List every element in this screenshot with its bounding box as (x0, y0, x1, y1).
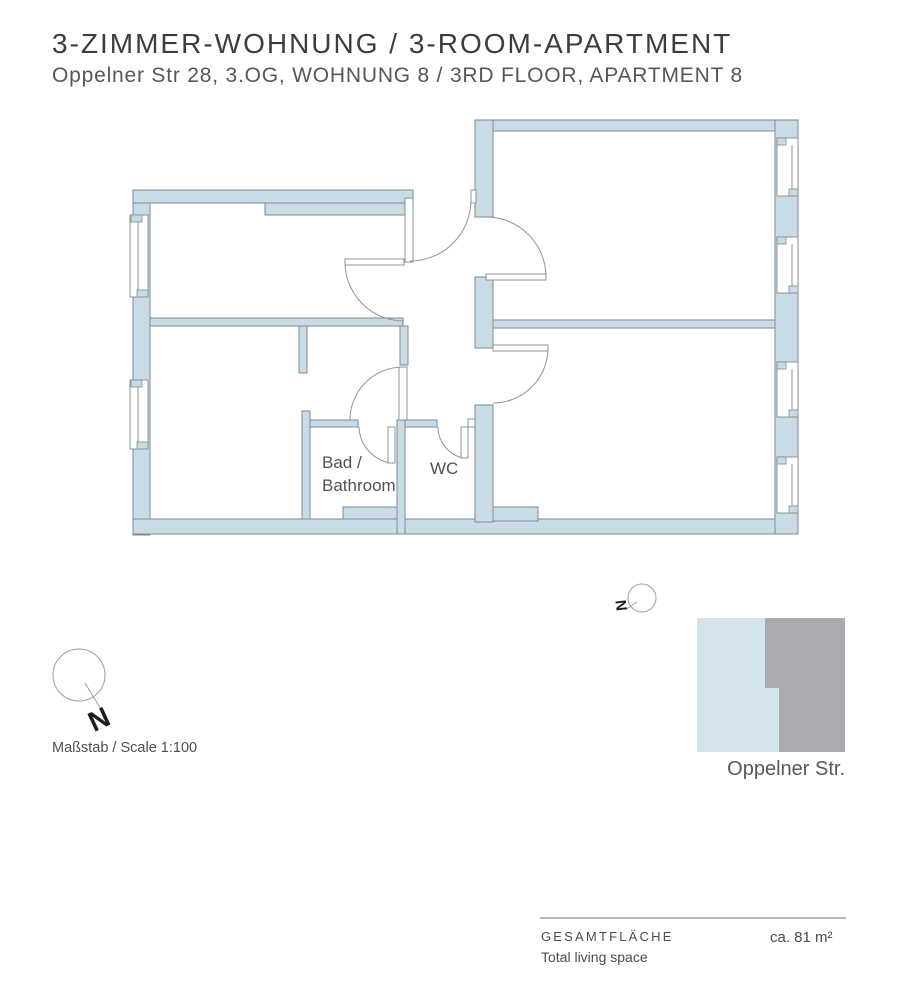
bath-door-leaf (388, 427, 395, 463)
window-right-2 (777, 237, 798, 293)
window-left-1 (130, 215, 148, 297)
page-title: 3-ZIMMER-WOHNUNG / 3-ROOM-APARTMENT (52, 28, 733, 59)
wc-jamb-notch (468, 419, 475, 427)
scale-note: Maßstab / Scale 1:100 (52, 740, 198, 756)
room-br-door-arc (493, 348, 548, 403)
entry-door-arc (410, 200, 471, 261)
room-tl-door-arc (345, 262, 404, 321)
bathroom-label-line1: Bad / (322, 453, 362, 472)
total-area-label-en: Total living space (541, 949, 648, 965)
hall-door-leaf (399, 367, 407, 420)
entry-door-leaf (405, 198, 413, 262)
total-area-value: ca. 81 m² (770, 929, 833, 946)
location-map-thumbnail (697, 618, 845, 752)
wc-door-leaf (461, 427, 468, 458)
room-tl-door-leaf (345, 259, 404, 265)
page-subtitle: Oppelner Str 28, 3.OG, WOHNUNG 8 / 3RD FLOOR, APARTMENT 8 (52, 64, 743, 87)
window-right-4 (777, 457, 798, 513)
map-compass-north-label: N (611, 599, 630, 612)
room-tr-door-leaf (486, 274, 546, 280)
room-br-door-leaf (493, 345, 548, 351)
window-left-2 (130, 380, 148, 449)
hall-door-arc (350, 367, 403, 420)
door-leaves (345, 198, 548, 463)
bathroom-label-line2: Bathroom (322, 476, 396, 495)
room-tr-door-arc (486, 217, 546, 277)
compass-icon (53, 649, 115, 738)
window-right-1 (777, 138, 798, 196)
compass-north-label: N (83, 701, 115, 738)
wc-label: WC (430, 459, 459, 478)
door-arcs (345, 200, 548, 463)
wc-door-arc (438, 427, 463, 458)
total-area-label-de: GESAMTFLÄCHE (541, 929, 674, 944)
bath-door-arc (359, 427, 390, 463)
entry-jamb-notch (471, 190, 476, 203)
map-compass-icon (611, 584, 656, 612)
street-label: Oppelner Str. (727, 758, 845, 780)
floor-plan-walls (133, 120, 798, 535)
window-right-3 (777, 362, 798, 417)
